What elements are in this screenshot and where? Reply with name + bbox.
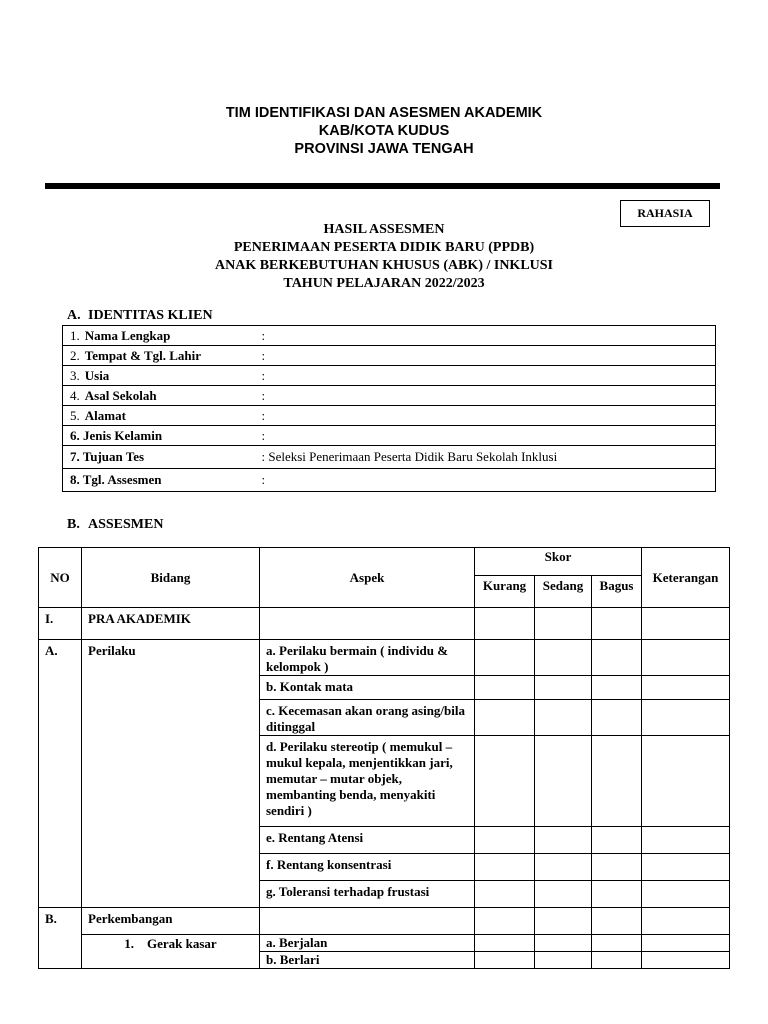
section-a-label: IDENTITAS KLIEN	[88, 308, 213, 323]
field-value-school[interactable]: :	[255, 386, 716, 406]
col-header-aspek: Aspek	[260, 548, 475, 608]
score-cell[interactable]	[535, 908, 592, 935]
score-cell[interactable]	[592, 827, 642, 854]
identity-row	[63, 426, 716, 446]
score-cell[interactable]	[592, 608, 642, 640]
col-header-bidang: Bidang	[82, 548, 260, 608]
field-value-birth[interactable]: :	[255, 346, 716, 366]
identity-row	[63, 446, 716, 469]
notes-cell[interactable]	[642, 736, 730, 827]
score-cell[interactable]	[592, 736, 642, 827]
row-number: 3.	[70, 368, 80, 383]
identity-row	[63, 346, 716, 366]
score-cell[interactable]	[475, 700, 535, 736]
field-label-address: Alamat	[84, 408, 126, 423]
header-row	[39, 548, 730, 576]
score-cell[interactable]	[475, 640, 535, 676]
notes-cell[interactable]	[642, 881, 730, 908]
score-cell[interactable]	[475, 827, 535, 854]
score-cell[interactable]	[475, 736, 535, 827]
score-cell[interactable]	[535, 881, 592, 908]
notes-cell[interactable]	[642, 700, 730, 736]
aspect-label: b. Kontak mata	[260, 676, 475, 700]
score-cell[interactable]	[592, 700, 642, 736]
notes-cell[interactable]	[642, 640, 730, 676]
notes-cell[interactable]	[642, 608, 730, 640]
row-no: A.	[39, 640, 82, 908]
table-row	[39, 640, 730, 676]
score-cell[interactable]	[535, 854, 592, 881]
score-cell[interactable]	[592, 640, 642, 676]
field-label-date: 8. Tgl. Assesmen	[63, 469, 255, 492]
row-bidang: Perkembangan	[82, 908, 260, 935]
notes-cell[interactable]	[642, 908, 730, 935]
aspect-label: g. Toleransi terhadap frustasi	[260, 881, 475, 908]
row-bidang: Perilaku	[82, 640, 260, 908]
notes-cell[interactable]	[642, 854, 730, 881]
field-value-name[interactable]: :	[255, 326, 716, 346]
field-value-address[interactable]: :	[255, 406, 716, 426]
col-header-sedang: Sedang	[535, 576, 592, 608]
table-row	[39, 608, 730, 640]
score-cell[interactable]	[475, 908, 535, 935]
identity-row	[63, 469, 716, 492]
score-cell[interactable]	[592, 881, 642, 908]
notes-cell[interactable]	[642, 676, 730, 700]
field-label-gender: 6. Jenis Kelamin	[63, 426, 255, 446]
header-line-1: TIM IDENTIFIKASI DAN ASESMEN AKADEMIK	[225, 105, 543, 121]
col-header-no: NO	[39, 548, 82, 608]
row-number: 4.	[70, 388, 80, 403]
identity-row	[63, 406, 716, 426]
col-header-kurang: Kurang	[475, 576, 535, 608]
score-cell[interactable]	[475, 881, 535, 908]
score-cell[interactable]	[592, 952, 642, 969]
identity-row	[63, 386, 716, 406]
score-cell[interactable]	[475, 952, 535, 969]
field-label-purpose: 7. Tujuan Tes	[63, 446, 255, 469]
header-divider	[45, 183, 720, 189]
row-no: I.	[39, 608, 82, 640]
notes-cell[interactable]	[642, 952, 730, 969]
section-b-heading	[67, 517, 163, 533]
section-b-letter: B.	[67, 517, 80, 532]
sub-bidang: 1. Gerak kasar	[82, 935, 260, 969]
field-value-gender[interactable]: :	[255, 426, 716, 446]
aspect-label: a. Berjalan	[260, 935, 475, 952]
score-cell[interactable]	[535, 736, 592, 827]
identity-table	[62, 325, 716, 492]
table-row	[39, 908, 730, 935]
aspect-label: e. Rentang Atensi	[260, 827, 475, 854]
row-bidang: PRA AKADEMIK	[82, 608, 260, 640]
score-cell[interactable]	[475, 608, 535, 640]
header-line-2: KAB/KOTA KUDUS	[318, 123, 450, 139]
table-row	[39, 935, 730, 952]
aspect-label: a. Perilaku bermain ( individu & kelompok )	[260, 640, 475, 676]
assessment-table	[38, 547, 730, 969]
field-value-purpose[interactable]: : Seleksi Penerimaan Peserta Didik Baru Sekolah Inklusi	[255, 446, 716, 469]
field-label-name: Nama Lengkap	[84, 328, 171, 343]
confidential-badge: RAHASIA	[620, 200, 710, 227]
header-line-3: PROVINSI JAWA TENGAH	[294, 141, 474, 157]
col-header-keterangan: Keterangan	[642, 548, 730, 608]
title-line-4: TAHUN PELAJARAN 2022/2023	[283, 276, 485, 291]
row-number: 2.	[70, 348, 80, 363]
row-number: 5.	[70, 408, 80, 423]
score-cell[interactable]	[535, 700, 592, 736]
identity-row	[63, 366, 716, 386]
score-cell[interactable]	[535, 827, 592, 854]
aspect-label: c. Kecemasan akan orang asing/bila ditinggal	[260, 700, 475, 736]
title-line-2: PENERIMAAN PESERTA DIDIK BARU (PPDB)	[233, 240, 535, 255]
field-value-age[interactable]: :	[255, 366, 716, 386]
aspect-label: f. Rentang konsentrasi	[260, 854, 475, 881]
section-a-heading	[67, 308, 213, 324]
row-no: B.	[39, 908, 82, 969]
field-value-date[interactable]: :	[255, 469, 716, 492]
score-cell[interactable]	[535, 935, 592, 952]
identity-row	[63, 326, 716, 346]
document-title	[0, 221, 768, 293]
field-label-birth: Tempat & Tgl. Lahir	[84, 348, 202, 363]
score-cell[interactable]	[475, 676, 535, 700]
score-cell[interactable]	[592, 908, 642, 935]
notes-cell[interactable]	[642, 827, 730, 854]
score-cell[interactable]	[535, 952, 592, 969]
col-header-bagus: Bagus	[592, 576, 642, 608]
score-cell[interactable]	[535, 640, 592, 676]
score-cell[interactable]	[535, 608, 592, 640]
title-line-1: HASIL ASSESMEN	[323, 222, 445, 237]
section-b-label: ASSESMEN	[88, 517, 164, 532]
score-cell[interactable]	[592, 935, 642, 952]
score-cell[interactable]	[475, 854, 535, 881]
score-cell[interactable]	[592, 854, 642, 881]
col-header-skor: Skor	[475, 548, 642, 576]
aspect-label: b. Berlari	[260, 952, 475, 969]
score-cell[interactable]	[535, 676, 592, 700]
notes-cell[interactable]	[642, 935, 730, 952]
aspect-label: d. Perilaku stereotip ( memukul – mukul kepala, menjentikkan jari, memutar – mutar objek, membanting benda, menyakiti sendiri )	[260, 736, 475, 827]
field-label-school: Asal Sekolah	[84, 388, 157, 403]
score-cell[interactable]	[475, 935, 535, 952]
title-line-3: ANAK BERKEBUTUHAN KHUSUS (ABK) / INKLUSI	[215, 258, 553, 273]
section-a-letter: A.	[67, 308, 81, 323]
institution-header	[0, 104, 768, 158]
field-label-age: Usia	[84, 368, 110, 383]
score-cell[interactable]	[592, 676, 642, 700]
row-number: 1.	[70, 328, 80, 343]
